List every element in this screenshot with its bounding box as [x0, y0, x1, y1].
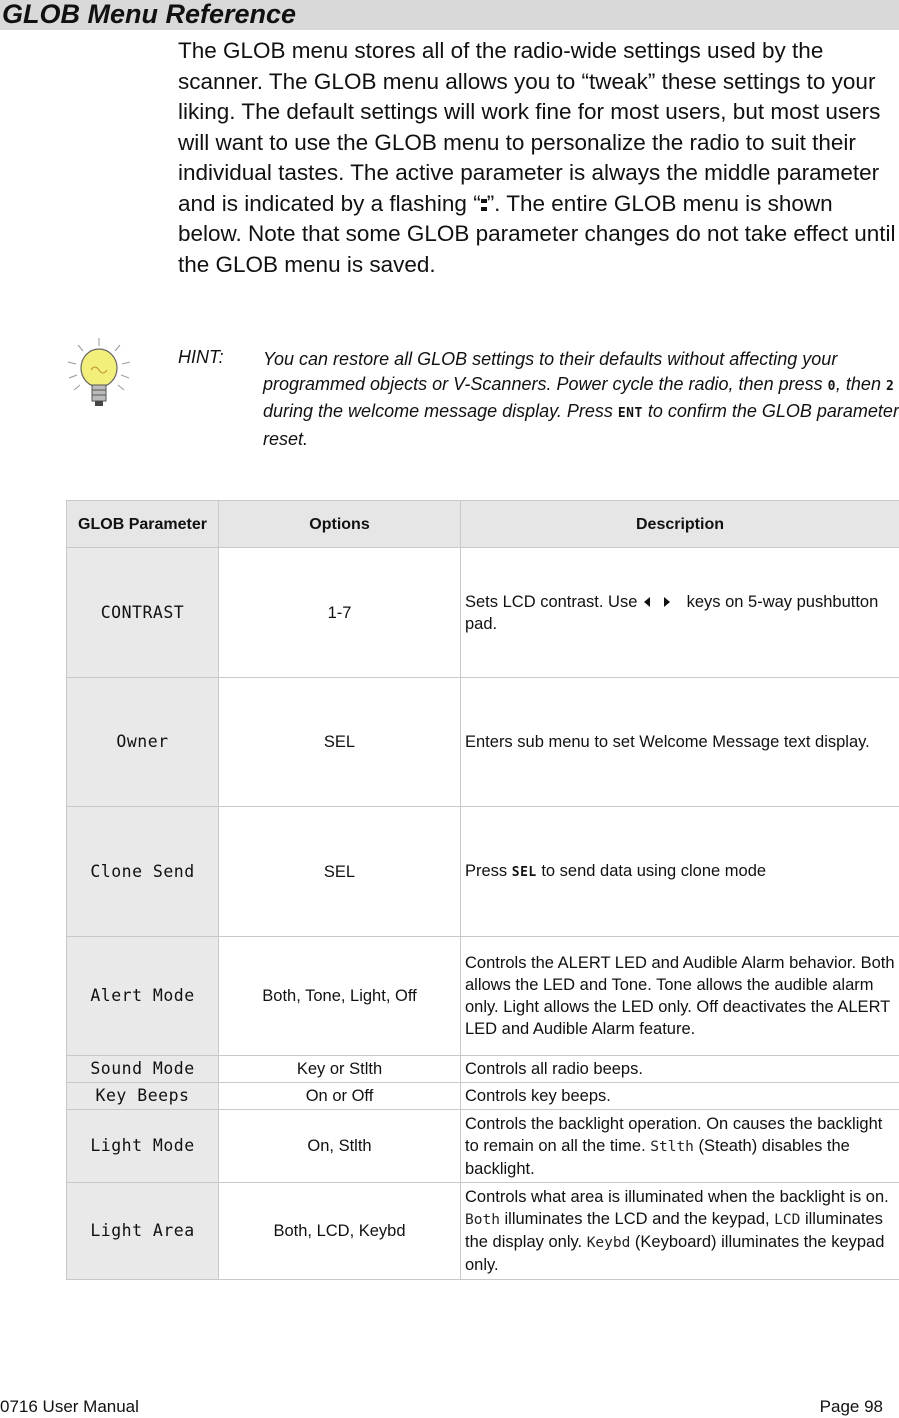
param-cell: Owner — [67, 678, 219, 807]
description-cell — [461, 1183, 899, 1280]
key-ent: ENT — [617, 406, 643, 421]
desc-text: (Steath) disables the backlight. — [465, 1136, 850, 1178]
intro-text-1: The GLOB menu stores all of the radio-wide settings used by the scanner. The GLOB menu allows you to “tweak” these settings to your liking. The default settings will work fine for most users, but most users will want to use the GLOB menu to personalize the radio to suit their individual tastes. The active parameter is always the middle parameter and is indicated by a flashing “ — [178, 38, 881, 216]
options-cell: Both, Tone, Light, Off — [219, 937, 461, 1056]
glob-parameter-table — [66, 500, 899, 1280]
description-cell: Enters sub menu to set Welcome Message text display. — [461, 678, 899, 807]
param-cell: Key Beeps — [67, 1083, 219, 1110]
desc-text: illuminates the display only. — [465, 1210, 883, 1251]
header-description: Description — [461, 501, 899, 548]
options-cell: SEL — [219, 807, 461, 937]
hint-text-part: during the welcome message display. Press — [263, 401, 618, 421]
options-cell: 1-7 — [219, 548, 461, 678]
param-cell: Light Area — [67, 1183, 219, 1280]
table-row — [67, 1056, 899, 1083]
lcd-text: Both — [465, 1212, 500, 1228]
desc-text: Controls what area is illuminated when the backlight is on. — [465, 1188, 889, 1206]
hint-text-part: to confirm the GLOB parameter reset. — [263, 401, 899, 449]
param-cell: Alert Mode — [67, 937, 219, 1056]
lcd-text: Stlth — [650, 1138, 694, 1155]
footer-page-number: Page 98 — [819, 1397, 883, 1416]
hint-label: HINT: — [178, 347, 224, 367]
table-row — [67, 1183, 899, 1280]
table-row — [67, 1110, 899, 1183]
lightbulb-hint-icon — [64, 336, 134, 414]
options-cell: On, Stlth — [219, 1110, 461, 1183]
hint-text — [263, 347, 899, 451]
section-title: GLOB Menu Reference — [2, 0, 297, 29]
key-2: 2 — [885, 378, 895, 394]
desc-text: Sets LCD contrast. Use — [465, 592, 642, 611]
table-row — [67, 807, 899, 937]
header-options: Options — [219, 501, 461, 548]
description-cell — [461, 548, 899, 678]
desc-text: illuminates the LCD and the keypad, — [499, 1210, 775, 1228]
param-cell: Sound Mode — [67, 1056, 219, 1083]
param-cell: Clone Send — [67, 807, 219, 937]
options-cell: Both, LCD, Keybd — [219, 1183, 461, 1280]
table-row — [67, 548, 899, 678]
description-cell: Controls key beeps. — [461, 1083, 899, 1110]
intro-text-2: ”. The entire GLOB menu is shown below. Note that some GLOB parameter changes do not take effect until the GLOB menu is saved. — [178, 190, 896, 277]
lcd-text: LCD — [774, 1212, 801, 1228]
description-cell: Controls the ALERT LED and Audible Alarm behavior. Both allows the LED and Tone. Tone allows the audible alarm only. Light allows the LED only. Off deactivates the ALERT LED and Audible Alarm feature. — [461, 937, 899, 1056]
header-parameter: GLOB Parameter — [67, 501, 219, 548]
options-cell: On or Off — [219, 1083, 461, 1110]
options-cell: Key or Stlth — [219, 1056, 461, 1083]
table-row — [67, 937, 899, 1056]
hint-text-part: You can restore all GLOB settings to their defaults without affecting your programmed objects or V-Scanners. Power cycle the radio, then press — [263, 349, 838, 394]
description-cell — [461, 1110, 899, 1183]
table-row — [67, 678, 899, 807]
key-sel: SEL — [511, 864, 537, 880]
description-cell: Controls all radio beeps. — [461, 1056, 899, 1083]
desc-text: keys on 5-way pushbutton pad. — [465, 592, 879, 633]
param-cell: Light Mode — [67, 1110, 219, 1183]
footer-manual-name: 0716 User Manual — [0, 1397, 139, 1416]
lcd-text: Keybd — [586, 1235, 631, 1251]
table-row — [67, 1083, 899, 1110]
options-cell: SEL — [219, 678, 461, 807]
desc-text: to send data using clone mode — [536, 861, 767, 880]
param-cell: CONTRAST — [67, 548, 219, 678]
left-right-arrows-icon — [642, 596, 682, 608]
desc-text: Controls the backlight operation. On causes the backlight to remain on all the time. — [465, 1114, 883, 1155]
desc-text: Press — [465, 861, 512, 880]
description-cell — [461, 807, 899, 937]
hint-text-part: , then — [835, 373, 886, 394]
intro-paragraph — [178, 36, 896, 280]
table-header-row — [67, 501, 899, 548]
desc-text: (Keyboard) illuminates the keypad only. — [465, 1233, 885, 1274]
key-0: 0 — [827, 378, 836, 394]
